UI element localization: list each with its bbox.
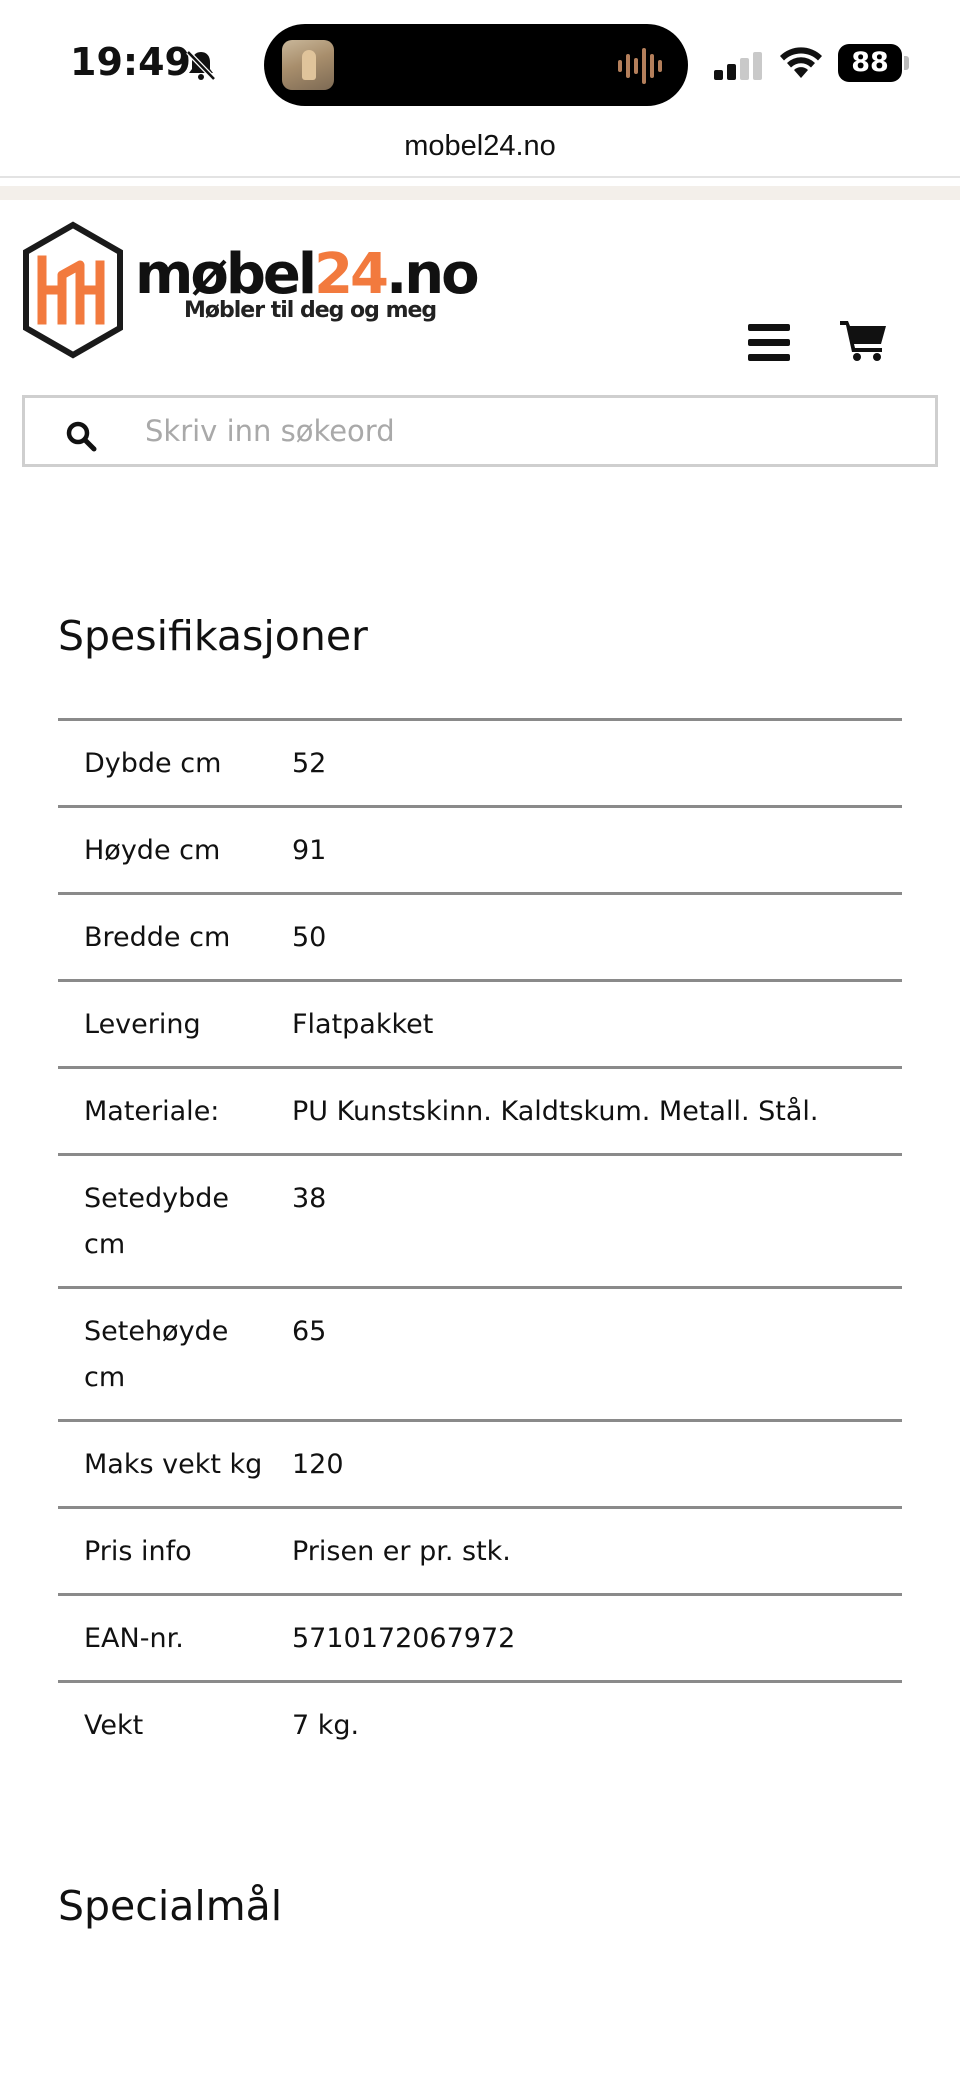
wifi-icon [778,44,824,80]
table-row [58,1421,902,1508]
logo-suffix: .no [386,242,477,307]
table-row [58,981,902,1068]
spec-value: 7 kg. [292,1710,360,1741]
table-row [58,894,902,981]
logo-main: møbel [135,242,315,307]
table-row [58,720,902,807]
special-size-heading: Specialmål [58,1882,283,1930]
cart-icon[interactable] [840,318,888,362]
spec-label: Setedybde cm [84,1183,229,1260]
search-icon[interactable] [65,420,97,452]
logo-accent: 24 [314,242,387,307]
bell-muted-icon [184,48,218,82]
search-input[interactable] [145,398,915,464]
spec-value: 38 [292,1183,327,1214]
spec-value: Flatpakket [292,1009,434,1040]
table-row [58,807,902,894]
spec-value: 50 [292,922,327,953]
dynamic-island[interactable] [264,24,688,106]
spec-value: 5710172067972 [292,1623,516,1654]
table-row [58,1155,902,1288]
spec-label: Maks vekt kg [84,1449,263,1480]
spec-label: Høyde cm [84,835,221,866]
table-row [58,1288,902,1421]
spec-label: Pris info [84,1536,192,1567]
chair-logo-icon [20,220,126,360]
status-bar [0,0,960,122]
address-bar-divider [0,176,960,178]
spec-label: EAN-nr. [84,1623,184,1654]
top-banner-strip [0,186,960,200]
logo-tagline: Møbler til deg og meg [184,298,437,323]
spec-value: PU Kunstskinn. Kaldtskum. Metall. Stål. [292,1096,819,1127]
battery-cap [904,56,909,70]
spec-value: 91 [292,835,327,866]
status-time: 19:49 [70,40,191,84]
battery-indicator [838,44,910,82]
table-row [58,1068,902,1155]
table-row [58,1508,902,1595]
table-row [58,1595,902,1682]
spec-value: 120 [292,1449,344,1480]
spec-value: 52 [292,748,327,779]
spec-value: 65 [292,1316,327,1347]
hamburger-icon-bar [748,324,790,331]
battery-level: 88 [838,44,902,82]
address-bar[interactable]: mobel24.no [404,130,556,162]
spec-label: Vekt [84,1710,144,1741]
now-playing-thumbnail [282,40,334,90]
cellular-signal-icon [714,52,766,80]
table-row [58,1682,902,1768]
spec-label: Levering [84,1009,201,1040]
hamburger-icon-bar [748,339,790,346]
site-logo[interactable] [20,220,477,360]
audio-waveform-icon [618,48,666,84]
spec-label: Setehøyde cm [84,1316,229,1393]
spec-value: Prisen er pr. stk. [292,1536,511,1567]
specs-heading: Spesifikasjoner [58,612,368,660]
spec-label: Materiale: [84,1096,220,1127]
specs-table [58,718,902,1767]
search-bar[interactable] [22,395,938,467]
menu-button[interactable] [748,324,790,360]
spec-label: Dybde cm [84,748,222,779]
hamburger-icon-bar [748,354,790,361]
spec-label: Bredde cm [84,922,231,953]
